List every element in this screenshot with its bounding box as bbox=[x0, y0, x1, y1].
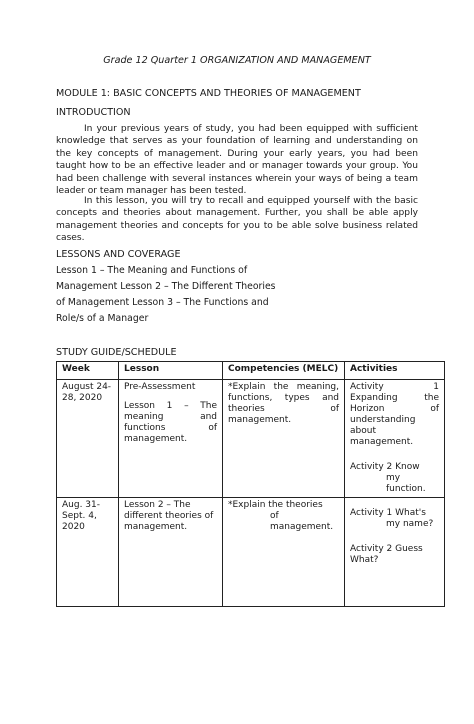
lesson-line: Management Lesson 2 – The Different Theories bbox=[56, 281, 276, 292]
lesson-text: Lesson 2 – The different theories of management. bbox=[124, 500, 214, 532]
week-text: Aug. 31-Sept. 4, 2020 bbox=[62, 500, 100, 532]
lesson-text: Lesson 1 – The meaning and functions of management. bbox=[124, 401, 217, 444]
intro-paragraph-2-text: In this lesson, you will try to recall and equipped yourself with the basic concepts and theories about management. Further, you shall be able apply management theories and concepts for you to be able solve business related cases. bbox=[56, 196, 418, 244]
lesson-text: Pre-Assessment bbox=[124, 382, 196, 392]
activity-text: my name? bbox=[386, 519, 434, 529]
study-schedule-table bbox=[56, 361, 445, 607]
competency-text: *Explain the theories bbox=[228, 500, 323, 510]
activity-text: my function. bbox=[386, 473, 426, 494]
lesson-line: Role/s of a Manager bbox=[56, 313, 149, 324]
intro-paragraph-1 bbox=[56, 123, 418, 197]
activity-text: Activity 1 Expanding the Horizon of understanding about management. bbox=[350, 382, 439, 447]
competency-cell bbox=[223, 380, 345, 498]
lesson-cell bbox=[119, 380, 223, 498]
week-text: August 24-28, 2020 bbox=[62, 382, 112, 403]
column-header-lesson: Lesson bbox=[119, 362, 223, 380]
lessons-heading: LESSONS AND COVERAGE bbox=[56, 249, 181, 260]
lesson-line: of Management Lesson 3 – The Functions and bbox=[56, 297, 269, 308]
table-row bbox=[57, 380, 445, 498]
intro-paragraph-1-text: In your previous years of study, you had been equipped with sufficient knowledge that serves as your foundation of learning and understanding on the key concepts of management. During your early years, you had been taught how to be an effective leader and or manager towards your group. You had been challenge with several instances wherein your ways of being a team leader or team manager has been tested. bbox=[56, 124, 418, 197]
activity-text: Activity 2 Know bbox=[350, 462, 420, 472]
activities-cell bbox=[345, 498, 445, 607]
competency-cell bbox=[223, 498, 345, 607]
column-header-competencies: Competencies (MELC) bbox=[223, 362, 345, 380]
week-cell bbox=[57, 380, 119, 498]
column-header-activities: Activities bbox=[345, 362, 445, 380]
module-title: MODULE 1: BASIC CONCEPTS AND THEORIES OF MANAGEMENT bbox=[56, 88, 361, 99]
introduction-heading: INTRODUCTION bbox=[56, 107, 131, 118]
table-row bbox=[57, 498, 445, 607]
activities-cell bbox=[345, 380, 445, 498]
intro-paragraph-2 bbox=[56, 195, 418, 245]
competency-text: of management. bbox=[270, 511, 334, 532]
activity-text: Activity 2 Guess What? bbox=[350, 544, 423, 565]
competency-text: *Explain the meaning, functions, types and theories of management. bbox=[228, 382, 339, 425]
study-guide-heading: STUDY GUIDE/SCHEDULE bbox=[56, 347, 177, 358]
document-header-title: Grade 12 Quarter 1 ORGANIZATION AND MANAGEMENT bbox=[103, 55, 371, 66]
table-header-row bbox=[57, 362, 445, 380]
column-header-week: Week bbox=[57, 362, 119, 380]
lesson-line: Lesson 1 – The Meaning and Functions of bbox=[56, 265, 248, 276]
week-cell bbox=[57, 498, 119, 607]
activity-text: Activity 1 What's bbox=[350, 508, 426, 518]
lesson-cell bbox=[119, 498, 223, 607]
